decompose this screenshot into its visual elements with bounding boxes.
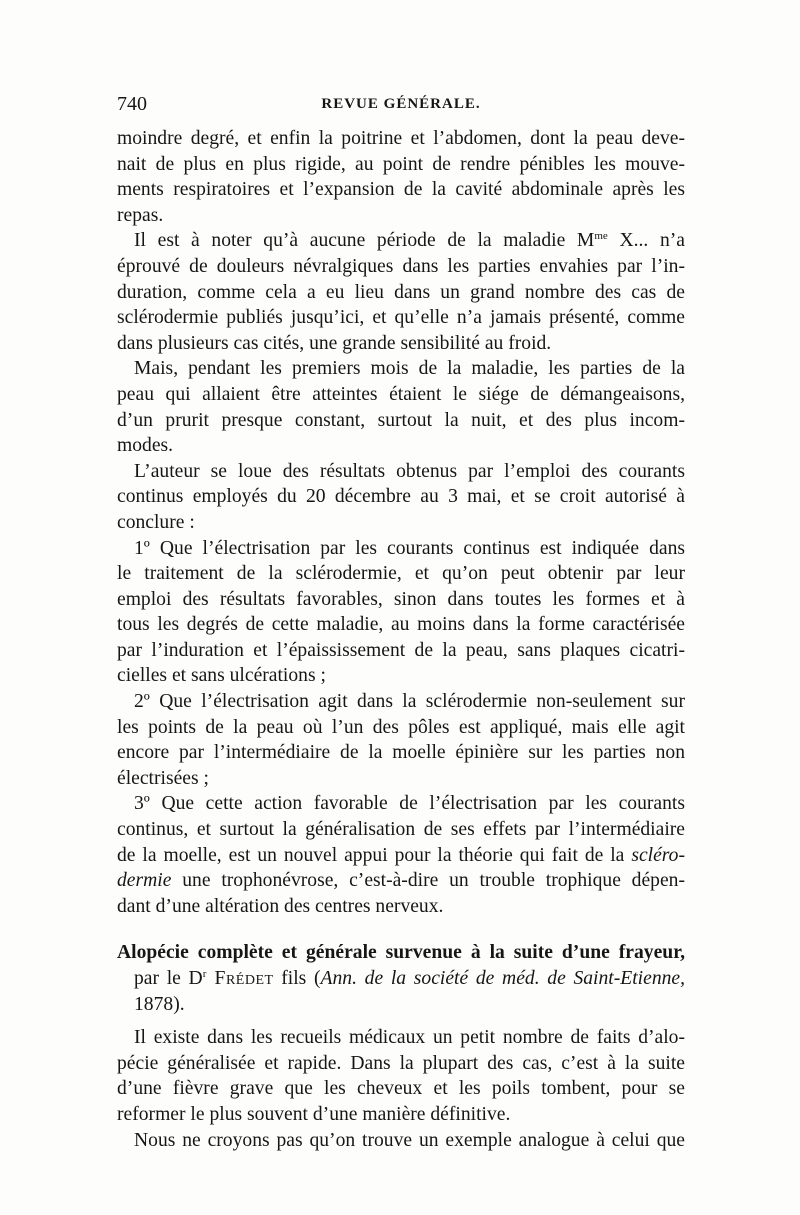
text-line: Il est à noter qu’à aucune période de la maladie $M^{me}$ X... n’a <box>134 230 685 252</box>
text-line: Nous ne croyons pas qu’on trouve un exemple analogue à celui que <box>134 1129 685 1151</box>
text-line: sclérodermie publiés jusqu’ici, et qu’elle n’a jamais présenté, comme <box>117 307 685 329</box>
text-line: d’une fièvre grave que les cheveux et les poils tombent, pour se <box>117 1078 685 1100</box>
text-line: cielles et sans ulcérations ; <box>117 665 326 687</box>
text-line: d’un prurit presque constant, surtout la nuit, et des plus incom- <box>117 409 685 431</box>
text-line: Il existe dans les recueils médicaux un petit nombre de faits d’alo- <box>134 1027 685 1049</box>
text-line: pécie généralisée et rapide. Dans la plupart des cas, c’est à la suite <box>117 1052 685 1074</box>
text-line: 3º Que cette action favorable de l’électrisation par les courants <box>134 793 685 815</box>
text-line: le traitement de la sclérodermie, et qu’on peut obtenir par leur <box>117 563 685 585</box>
article-byline: par le $D^r$ Frédet fils (Ann. de la société de méd. de Saint-Etienne, <box>134 968 686 989</box>
text-line: encore par l’intermédiaire de la moelle épinière sur les parties non <box>117 742 685 764</box>
text-line: duration, comme cela a eu lieu dans un grand nombre des cas de <box>117 281 685 303</box>
text-line: moindre degré, et enfin la poitrine et l’abdomen, dont la peau deve- <box>117 128 685 149</box>
text-line: de la moelle, est un nouvel appui pour la théorie qui fait de la scléro- <box>117 844 685 866</box>
text-line: électrisées ; <box>117 767 209 789</box>
text-line: les points de la peau où l’un des pôles est appliqué, mais elle agit <box>117 716 685 738</box>
text-line: emploi des résultats favorables, sinon dans toutes les formes et à <box>117 588 685 610</box>
text-line: reformer le plus souvent d’une manière définitive. <box>117 1103 511 1125</box>
running-head: REVUE GÉNÉRALE. <box>321 96 481 112</box>
text-line: repas. <box>117 204 164 226</box>
text-line: par l’induration et l’épaississement de la peau, sans plaques cicatri- <box>117 639 685 661</box>
body-text <box>117 126 685 1153</box>
text-line: dermie une trophonévrose, c’est-à-dire un trouble trophique dépen- <box>117 870 685 892</box>
text-line: continus employés du 20 décembre au 3 mai, et se croit autorisé à <box>117 486 685 508</box>
article-byline-year: 1878). <box>134 993 185 1015</box>
byline-gap <box>117 1017 685 1025</box>
text-line: Mais, pendant les premiers mois de la maladie, les parties de la <box>134 358 685 380</box>
page-header <box>117 93 685 123</box>
text-line: continus, et surtout la généralisation de ses effets par l’intermédiaire <box>117 819 685 841</box>
text-line: tous les degrés de cette maladie, au moins dans la forme caractérisée <box>117 614 685 636</box>
section-gap <box>117 919 685 940</box>
text-line: éprouvé de douleurs névralgiques dans les parties envahies par l’in- <box>117 255 685 277</box>
page-number: 740 <box>117 93 147 115</box>
text-line: dant d’une altération des centres nerveux. <box>117 895 444 917</box>
article-title: Alopécie complète et générale survenue à la suite d’une frayeur, <box>117 942 685 964</box>
text-line: ments respiratoires et l’expansion de la cavité abdominale après les <box>117 179 685 201</box>
text-line: peau qui allaient être atteintes étaient le siége de démangeaisons, <box>117 383 685 405</box>
text-line: dans plusieurs cas cités, une grande sensibilité au froid. <box>117 332 552 354</box>
text-line: 2º Que l’électrisation agit dans la sclérodermie non-seulement sur <box>134 691 685 713</box>
text-line: 1º Que l’électrisation par les courants continus est indiquée dans <box>134 537 685 559</box>
text-line: L’auteur se loue des résultats obtenus par l’emploi des courants <box>134 460 685 482</box>
text-line: nait de plus en plus rigide, au point de rendre pénibles les mouve- <box>117 153 685 175</box>
text-line: modes. <box>117 435 174 457</box>
text-line: conclure : <box>117 511 195 533</box>
